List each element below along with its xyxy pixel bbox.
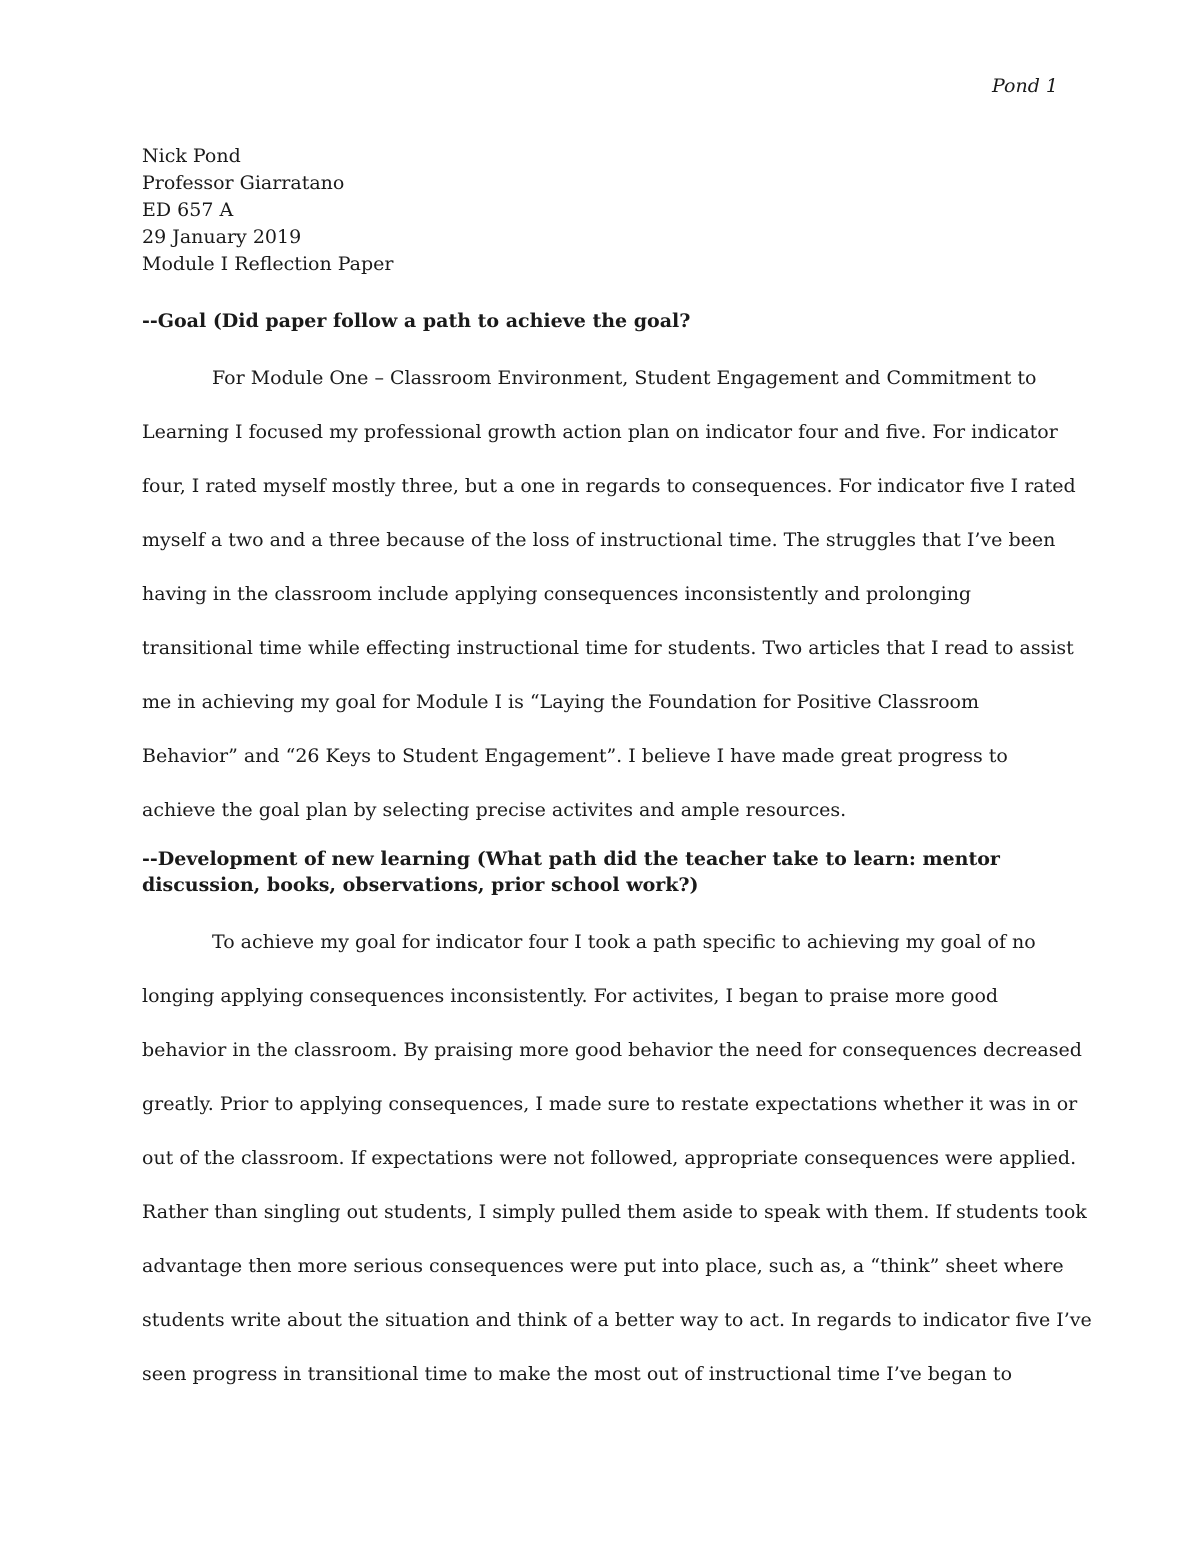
paragraph-line: students write about the situation and think of a better way to act. In regards to indicator five I’ve — [142, 1309, 1092, 1331]
paper-title: Module I Reflection Paper — [142, 253, 394, 275]
paper-date: 29 January 2019 — [142, 226, 302, 248]
paragraph-line: For Module One – Classroom Environment, Student Engagement and Commitment to — [212, 367, 1037, 389]
paragraph-line: greatly. Prior to applying consequences, I made sure to restate expectations whether it was in or — [142, 1093, 1078, 1115]
professor-name: Professor Giarratano — [142, 172, 345, 194]
paragraph-line: out of the classroom. If expectations were not followed, appropriate consequences were applied. — [142, 1147, 1077, 1169]
paragraph-line: transitional time while effecting instructional time for students. Two articles that I read to assist — [142, 637, 1074, 659]
section-goal — [142, 308, 1076, 837]
paragraph-line: four, I rated myself mostly three, but a one in regards to consequences. For indicator five I rated — [142, 475, 1076, 497]
paragraph-line: myself a two and a three because of the loss of instructional time. The struggles that I’ve been — [142, 529, 1056, 551]
paragraph-line: Rather than singling out students, I simply pulled them aside to speak with them. If students took — [142, 1201, 1087, 1223]
running-head: Pond 1 — [992, 75, 1058, 97]
paragraph-line: advantage then more serious consequences were put into place, such as, a “think” sheet where — [142, 1255, 1064, 1277]
paragraph-line: me in achieving my goal for Module I is “Laying the Foundation for Positive Classroom — [142, 691, 979, 713]
paragraph-line: seen progress in transitional time to make the most out of instructional time I’ve began to — [142, 1363, 1013, 1385]
section-heading: --Development of new learning (What path did the teacher take to learn: mentor — [142, 848, 1000, 870]
author-name: Nick Pond — [142, 145, 241, 167]
course-name: ED 657 A — [142, 199, 234, 221]
paragraph-line: behavior in the classroom. By praising more good behavior the need for consequences decreased — [142, 1039, 1082, 1061]
paragraph-line: Behavior” and “26 Keys to Student Engagement”. I believe I have made great progress to — [142, 745, 1008, 767]
section-heading: --Goal (Did paper follow a path to achieve the goal? — [142, 310, 691, 332]
paragraph-line: To achieve my goal for indicator four I took a path specific to achieving my goal of no — [212, 931, 1036, 953]
paragraph-line: achieve the goal plan by selecting precise activites and ample resources. — [142, 799, 847, 821]
paragraph-line: having in the classroom include applying consequences inconsistently and prolonging — [142, 583, 972, 605]
section-heading: discussion, books, observations, prior school work?) — [142, 874, 699, 896]
paragraph-line: Learning I focused my professional growth action plan on indicator four and five. For indicator — [142, 421, 1058, 443]
section-development — [142, 846, 1092, 1401]
paragraph-line: longing applying consequences inconsistently. For activites, I began to praise more good — [142, 985, 999, 1007]
mla-heading — [142, 143, 393, 278]
